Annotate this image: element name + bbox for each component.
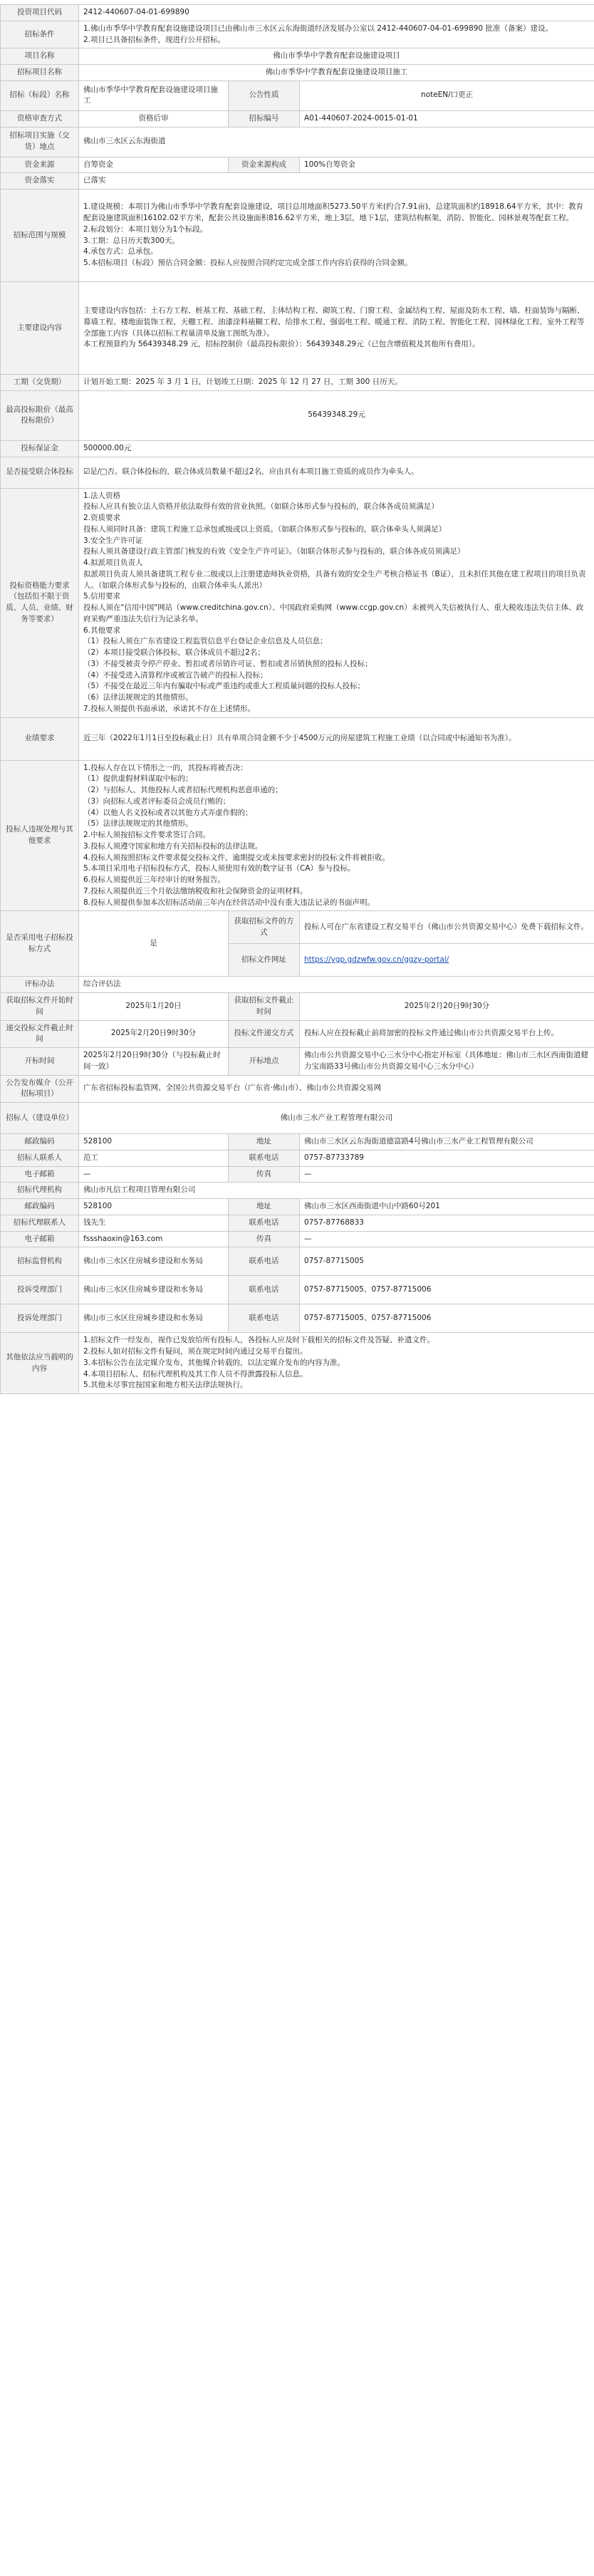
open-time-label: 开标时间 [1, 1048, 79, 1076]
row-scale [1, 189, 594, 282]
deposit-label: 投标保证金 [1, 440, 79, 457]
tenderer-contact-value: 范工 [79, 1150, 229, 1166]
agency-fax-value: — [300, 1231, 594, 1247]
funds-implemented-value: 已落实 [79, 173, 594, 189]
evaluation-method-label: 评标办法 [1, 977, 79, 993]
row-supervisor [1, 1247, 594, 1276]
row-qualify-code [1, 110, 594, 127]
agency-contact-label: 招标代理联系人 [1, 1215, 79, 1231]
complaint-phone-value: 0757-87715005、0757-87715006 [300, 1276, 594, 1304]
location-value: 佛山市三水区云东海街道 [79, 127, 594, 157]
evaluation-requirement-line: （5）法律法规规定的其他情形。 [83, 819, 193, 829]
tenderer-info-value: 佛山市三水产业工程管理有限公司 [79, 1103, 594, 1134]
funds-implemented-label: 资金落实 [1, 173, 79, 189]
tenderer-email-label: 电子邮箱 [1, 1166, 79, 1183]
evaluation-requirement-line: 2.中标人须按招标文件要求签订合同。 [83, 831, 211, 839]
qualification-label: 投标资格能力要求（包括但不限于资质、人员、业绩、财务等要求） [1, 488, 79, 717]
consortium-value: ☑是/□否。联合体投标的，联合体成员数量不超过2名，应由具有本项目施工资质的成员作为牵头人。 [79, 457, 594, 488]
project-code-value: 2412-440607-04-01-699890 [79, 5, 594, 21]
tender-code-value: A01-440607-2024-0015-01-01 [300, 110, 594, 127]
row-deposit [1, 440, 594, 457]
tender-code-label: 招标编号 [229, 110, 300, 127]
supervisor-value: 佛山市三水区住房城乡建设和水务局 [79, 1247, 229, 1276]
submit-deadline-value: 2025年2月20日9时30分 [79, 1020, 229, 1048]
electronic-label: 是否采用电子招标投标方式 [1, 911, 79, 977]
work-content-value [79, 282, 594, 375]
duration-value: 计划开始工期：2025 年 3 月 1 日，计划竣工日期：2025 年 12 月 27 日，工期 300 日历天。 [79, 375, 594, 391]
notice-nature-value: noteEN/口更正 [300, 80, 594, 110]
open-time-value: 2025年2月20日9时30分（与投标截止时间一致） [79, 1048, 229, 1076]
get-method-label: 获取招标文件的方式 [229, 911, 300, 944]
agency-phone-value: 0757-87768833 [300, 1215, 594, 1231]
evaluation-requirement-line: （2）与招标人、其他投标人或者招标代理机构恶意串通的； [83, 786, 283, 794]
row-complaint-handling [1, 1304, 594, 1333]
qualification-line: 7.投标人须提供书面承诺，承诺其不存在上述情形。 [83, 704, 256, 713]
scale-line: 1.建设规模：本项目为佛山市季华中学教育配套设施建设，项目总用地面积5273.50平方米(约合7.91亩)，总建筑面积约18918.64平方米，其中：教育配套设施建筑面积16102.02平方米，配套公共设施面积816.62平方米，地上3层，地下1层，建筑结构框架，消防、智能化、园林景观等配套工程。 [83, 202, 584, 222]
open-place-value: 佛山市公共资源交易中心三水分中心指定开标室（具体地址：佛山市三水区西南街道健力宝南路33号佛山市公共资源交易中心三水分中心） [300, 1048, 594, 1076]
evaluation-requirement-line: （3）向招标人或者评标委员会成员行贿的； [83, 796, 231, 806]
work-content-label: 主要建设内容 [1, 282, 79, 375]
other-notes-line: 4.本项目招标人、招标代理机构及其工作人员不得泄露投标人信息。 [83, 1369, 308, 1378]
complaint-label: 投诉受理部门 [1, 1276, 79, 1304]
evaluation-requirement-label: 投标人违规处理与其他要求 [1, 760, 79, 911]
qualification-line: 投标人须在"信用中国"网站（www.creditchina.gov.cn）、中国政府采购网（www.ccgp.gov.cn）未被列入失信被执行人、重大税收违法失信主体、政府采购严重违法失信行为记录名单。 [83, 603, 584, 623]
row-agency-email [1, 1231, 594, 1247]
project-name-value: 佛山市季华中学教育配套设施建设项目 [79, 48, 594, 65]
other-notes-label: 其他依法应当载明的内容 [1, 1333, 79, 1394]
row-funding [1, 157, 594, 173]
tenderer-email-value: — [79, 1166, 229, 1183]
other-notes-line: 1.招标文件一经发布，视作已发放给所有投标人，各投标人应及时下载相关的招标文件及答疑、补遗文件。 [83, 1336, 435, 1345]
qualification-line: 投标人须同时具备：建筑工程施工总承包贰级或以上资质。（如联合体形式参与投标的，联合体牵头人须满足） [83, 524, 447, 534]
scale-label: 招标范围与规模 [1, 189, 79, 282]
agency-phone-label: 联系电话 [229, 1215, 300, 1231]
tenderer-address-label: 地址 [229, 1134, 300, 1151]
deposit-value: 500000.00元 [79, 440, 594, 457]
tenderer-label: 招标（标段）名称 [1, 80, 79, 110]
row-publish-media [1, 1075, 594, 1103]
tenderer-fax-label: 传真 [229, 1166, 300, 1183]
doc-end-label: 获取招标文件截止时间 [229, 993, 300, 1021]
other-notes-line: 2.投标人如对招标文件有疑问，须在规定时间内通过交易平台提出。 [83, 1347, 308, 1356]
evaluation-requirement-line: 5.本项目采用电子招标投标方式，投标人须使用有效的数字证书（CA）参与投标。 [83, 864, 355, 873]
tenderer-contact-label: 招标人联系人 [1, 1150, 79, 1166]
performance-label: 业绩要求 [1, 717, 79, 760]
row-tenderer-address [1, 1134, 594, 1151]
row-max-price [1, 390, 594, 440]
row-electronic [1, 911, 594, 944]
tenderer-fax-value: — [300, 1166, 594, 1183]
qualification-line: 3.安全生产许可证 [83, 536, 143, 545]
funding-ratio-label: 资金来源构成 [229, 157, 300, 173]
notice-nature-label: 公告性质 [229, 80, 300, 110]
duration-label: 工期（交货期） [1, 375, 79, 391]
row-agency-info [1, 1183, 594, 1199]
tenderer-info-label: 招标人（建设单位） [1, 1103, 79, 1134]
funding-source-value: 自筹资金 [79, 157, 229, 173]
qualification-line: （2）本项目接受联合体投标，联合体成员不超过2名； [83, 648, 265, 657]
row-evaluation-requirement [1, 760, 594, 911]
agency-postcode-value: 528100 [79, 1199, 229, 1215]
row-agency-contact [1, 1215, 594, 1231]
doc-start-value: 2025年1月20日 [79, 993, 229, 1021]
row-qualification [1, 488, 594, 717]
qualification-line: 1.法人资格 [83, 491, 121, 500]
qualification-line: 2.资质要求 [83, 514, 121, 522]
row-location [1, 127, 594, 157]
row-agency-address [1, 1199, 594, 1215]
tender-conditions-label: 招标条件 [1, 21, 79, 48]
row-tenderer-email [1, 1166, 594, 1183]
evaluation-requirement-line: 6.投标人须提供近三年经审计的财务报告。 [83, 876, 226, 884]
row-tender-project-name [1, 65, 594, 81]
electronic-value: 是 [79, 911, 229, 977]
agency-address-label: 地址 [229, 1199, 300, 1215]
qualification-line: 5.信用要求 [83, 592, 121, 601]
complaint-handling-label: 投诉处理部门 [1, 1304, 79, 1333]
tender-project-name-label: 招标项目名称 [1, 65, 79, 81]
row-consortium [1, 457, 594, 488]
qualification-line: 投标人应具有独立法人资格并依法取得有效的营业执照。（如联合体形式参与投标的，联合体各成员须满足） [83, 502, 439, 511]
row-tenderer-notice [1, 80, 594, 110]
submit-place-value: 投标人应在投标截止前将加密的投标文件通过佛山市公共资源交易平台上传。 [300, 1020, 594, 1048]
complaint-value: 佛山市三水区住房城乡建设和水务局 [79, 1276, 229, 1304]
scale-line: 2.标段划分：本项目划分为1个标段。 [83, 224, 208, 234]
submit-deadline-label: 递交投标文件截止时间 [1, 1020, 79, 1048]
other-notes-line: 3.本招标公告在法定媒介发布，其他媒介转载的，以法定媒介发布的内容为准。 [83, 1358, 345, 1367]
qualification-line: （6）法律法规规定的其他情形。 [83, 693, 193, 702]
tender-project-name-value: 佛山市季华中学教育配套设施建设项目施工 [79, 65, 594, 81]
other-notes-value [79, 1333, 594, 1394]
qualification-value [79, 488, 594, 717]
row-open [1, 1048, 594, 1076]
qualification-line: （1）投标人须在广东省建设工程监管信息平台登记企业信息及人员信息； [83, 637, 328, 646]
open-place-label: 开标地点 [229, 1048, 300, 1076]
review-method-value: 资格后审 [79, 110, 229, 127]
scale-value [79, 189, 594, 282]
evaluation-requirement-value [79, 760, 594, 911]
complaint-handling-phone-value: 0757-87715005、0757-87715006 [300, 1304, 594, 1333]
row-complaint [1, 1276, 594, 1304]
qualification-line: 拟派项目负责人须具备建筑工程专业二级或以上注册建造师执业资格，具备有效的安全生产考核合格证书（B证），且未担任其他在建工程项目的项目负责人。（如联合体形式参与投标的，由联合体牵头人派出） [83, 569, 586, 590]
platform-url[interactable]: https://ygp.gdzwfw.gov.cn/ggzy-portal/ [304, 955, 449, 964]
complaint-handling-value: 佛山市三水区住房城乡建设和水务局 [79, 1304, 229, 1333]
qualification-line: 4.拟派项目负责人 [83, 559, 143, 567]
agency-address-value: 佛山市三水区西南街道中山中路60号201 [300, 1199, 594, 1215]
max-price-value: 56439348.29元 [79, 390, 594, 440]
tenderer-phone-label: 联系电话 [229, 1150, 300, 1166]
row-submit [1, 1020, 594, 1048]
row-project-name [1, 48, 594, 65]
row-other-notes [1, 1333, 594, 1394]
agency-contact-value: 钱先生 [79, 1215, 229, 1231]
agency-email-value: fssshaoxin@163.com [79, 1231, 229, 1247]
tenderer-phone-value: 0757-87733789 [300, 1150, 594, 1166]
publish-media-label: 公告发布媒介（公开招标项目） [1, 1075, 79, 1103]
evaluation-requirement-line: （1）提供虚假材料谋取中标的； [83, 774, 193, 784]
row-performance [1, 717, 594, 760]
row-tenderer-contact [1, 1150, 594, 1166]
row-work-content [1, 282, 594, 375]
row-doc-time [1, 993, 594, 1021]
row-project-code [1, 5, 594, 21]
consortium-label: 是否接受联合体投标 [1, 457, 79, 488]
evaluation-method-value: 综合评估法 [79, 977, 594, 993]
doc-end-value: 2025年2月20日9时30分 [300, 993, 594, 1021]
row-funds-implemented [1, 173, 594, 189]
agency-fax-label: 传真 [229, 1231, 300, 1247]
tenderer-address-value: 佛山市三水区云东海街道德富路4号佛山市三水产业工程管理有限公司 [300, 1134, 594, 1151]
project-code-label: 投资项目代码 [1, 5, 79, 21]
performance-line: 近三年（2022年1月1日至投标截止日）具有单项合同金额不少于4500万元的房屋建筑工程施工业绩（以合同或中标通知书为准）。 [83, 734, 516, 743]
funding-ratio-value: 100%自筹资金 [300, 157, 594, 173]
evaluation-requirement-line: 4.投标人须按照招标文件要求提交投标文件，逾期提交或未按要求密封的投标文件将被拒收。 [83, 853, 390, 862]
location-label: 招标项目实施（交货）地点 [1, 127, 79, 157]
row-tenderer-info [1, 1103, 594, 1134]
agency-email-label: 电子邮箱 [1, 1231, 79, 1247]
submit-place-label: 投标文件递交方式 [229, 1020, 300, 1048]
performance-value [79, 717, 594, 760]
scale-line: 5.本招标项目（标段）预估合同金额：投标人应按照合同约定完成全部工作内容后获得的合同金额。 [83, 259, 412, 267]
tenderer-postcode-value: 528100 [79, 1134, 229, 1151]
agency-info-label: 招标代理机构 [1, 1183, 79, 1199]
project-name-label: 项目名称 [1, 48, 79, 65]
evaluation-requirement-line: 1.投标人存在以下情形之一的，其投标将被否决： [83, 763, 248, 772]
agency-postcode-label: 邮政编码 [1, 1199, 79, 1215]
max-price-label: 最高投标限价（最高投标限价） [1, 390, 79, 440]
supervisor-phone-label: 联系电话 [229, 1247, 300, 1276]
evaluation-requirement-line: 3.投标人须遵守国家和地方有关招标投标的法律法规。 [83, 841, 263, 851]
work-content-line: 本工程预算约为 56439348.29 元，招标控制价（最高投标限价）：56439348.29元（已包含增值税及其他所有费用）。 [83, 340, 480, 349]
tenderer-value: 佛山市季华中学教育配套设施建设项目施工 [79, 80, 229, 110]
scale-line: 3.工期：总日历天数300天。 [83, 236, 180, 245]
evaluation-requirement-line: （4）以他人名义投标或者以其他方式弄虚作假的； [83, 808, 253, 817]
scale-line: 4.承包方式：总承包。 [83, 247, 158, 256]
evaluation-requirement-line: 8.投标人须提供参加本次招标活动前三年内在经营活动中没有重大违法记录的书面声明。 [83, 898, 375, 907]
supervisor-phone-value: 0757-87715005 [300, 1247, 594, 1276]
qualification-line: （3）不接受被责令停产停业、暂扣或者吊销许可证、暂扣或者吊销执照的投标人投标； [83, 659, 372, 668]
row-evaluation-method [1, 977, 594, 993]
tenderer-postcode-label: 邮政编码 [1, 1134, 79, 1151]
qualification-line: 投标人须具备建设行政主管部门核发的有效《安全生产许可证》。（如联合体形式参与投标的，联合体各成员须满足） [83, 547, 465, 556]
tender-conditions-value [79, 21, 594, 48]
qualification-line: （4）不接受进入清算程序或被宣告破产的投标人投标； [83, 670, 268, 680]
evaluation-requirement-line: 7.投标人须提供近三个月依法缴纳税收和社会保障资金的证明材料。 [83, 886, 308, 895]
complaint-handling-phone-label: 联系电话 [229, 1304, 300, 1333]
get-method-value: 投标人可在广东省建设工程交易平台（佛山市公共资源交易中心）免费下载招标文件。 [300, 911, 594, 944]
row-duration [1, 375, 594, 391]
funding-source-label: 资金来源 [1, 157, 79, 173]
review-method-label: 资格审查方式 [1, 110, 79, 127]
doc-start-label: 获取招标文件开始时间 [1, 993, 79, 1021]
tender-notice-table [0, 4, 594, 1394]
platform-link[interactable] [300, 944, 594, 977]
tender-conditions-line: 1.佛山市季华中学教育配套设施建设项目已由佛山市三水区云东海街道经济发展办公室以 2412-440607-04-01-699890 批准（备案）建设。 [83, 24, 553, 33]
supervisor-label: 招标监督机构 [1, 1247, 79, 1276]
work-content-line: 主要建设内容包括：土石方工程、桩基工程、基础工程、主体结构工程、砌筑工程、门窗工程、金属结构工程、屋面及防水工程、墙、柱面装饰与隔断、幕墙工程、楼地面装饰工程、天棚工程、油漆涂料裱糊工程、给排水工程、强弱电工程、暖通工程、消防工程、智能化工程、园林绿化工程、室外工程等全部施工内容（具体以招标工程量清单及施工图纸为准）。 [83, 306, 585, 338]
qualification-line: （5）不接受在最近三年内有骗取中标或严重违约或重大工程质量问题的投标人投标； [83, 682, 365, 691]
complaint-phone-label: 联系电话 [229, 1276, 300, 1304]
other-notes-line: 5.其他未尽事宜按国家和地方相关法律法规执行。 [83, 1381, 248, 1390]
publish-media-value: 广东省招标投标监管网、全国公共资源交易平台（广东省·佛山市）、佛山市公共资源交易网 [79, 1075, 594, 1103]
platform-label: 招标文件网址 [229, 944, 300, 977]
agency-info-value: 佛山市凡信工程项目管理有限公司 [79, 1183, 594, 1199]
row-tender-conditions [1, 21, 594, 48]
qualification-line: 6.其他要求 [83, 625, 121, 635]
tender-conditions-line: 2.项目已具备招标条件，现进行公开招标。 [83, 35, 226, 44]
